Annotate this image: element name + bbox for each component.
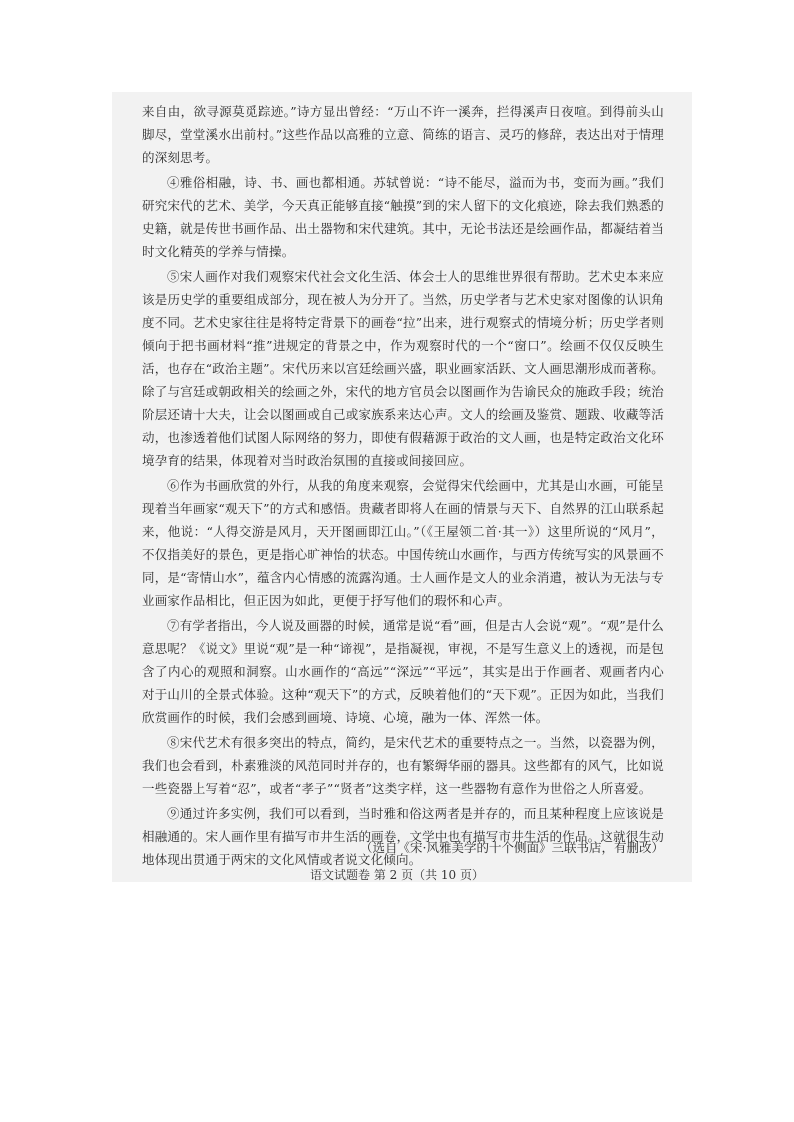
paragraph-8: ⑧宋代艺术有很多突出的特点，简约，是宋代艺术的重要特点之一。当然，以瓷器为例，我们也会看到，朴素雅淡的风范同时并存的，也有繁缛华丽的器具。这些都有的风气，比如说一些瓷器上写着“忍”，或者“孝子”“贤者”这类字样，这一些器物有意作为世俗之人所喜爱。 [142, 735, 664, 796]
paragraph-continuation: 来自由，欲寻源莫觅踪迹。”诗方显出曾经：“万山不许一溪奔，拦得溪声日夜喧。到得前头山脚尽，堂堂溪水出前村。”这些作品以高雅的立意、简练的语言、灵巧的修辞，表达出对于情理的深刻思考。 [142, 104, 664, 165]
article-body [142, 100, 664, 873]
paragraph-7: ⑦有学者指出，今人说及画器的时候，通常是说“看”画，但是古人会说“观”。“观”是什么意思呢？《说文》里说“观”是一种“谛视”，是指凝视，审视，不是写生意义上的透视，而是包含了内心的观照和洞察。山水画作的“高远”“深远”“平远”，其实是出于作画者、观画者内心对于山川的全景式体验。这种“观天下”的方式，反映着他们的“天下观”。正因为如此，当我们欣赏画作的时候，我们会感到画境、诗境、心境，融为一体、浑然一体。 [142, 618, 664, 725]
page-number: 语文试题卷 第 2 页（共 10 页） [310, 868, 484, 882]
paragraph-9: ⑨通过许多实例，我们可以看到，当时雅和俗这两者是并存的，而且某种程度上应该说是相融通的。宋人画作里有描写市井生活的画卷，文学中也有描写市井生活的作品。这就很生动地体现出贯通于两宋的文化风情或者说文化倾向。 [142, 806, 664, 867]
paragraph-5: ⑤宋人画作对我们观察宋代社会文化生活、体会士人的思维世界很有帮助。艺术史本来应该是历史学的重要组成部分，现在被人为分开了。当然，历史学者与艺术史家对图像的认识角度不同。艺术史家往往是将特定背景下的画卷“拉”出来，进行观察式的情境分析；历史学者则倾向于把书画材料“推”进规定的背景之中，作为观察时代的一个“窗口”。绘画不仅仅反映生活，也存在“政治主题”。宋代历来以宫廷绘画兴盛，职业画家活跃、文人画思潮形成而著称。除了与宫廷或朝政相关的绘画之外，宋代的地方官员会以图画作为告谕民众的施政手段；统治阶层还请十大夫，让会以图画或自己或家族系来达心声。文人的绘画及鉴赏、题跋、收藏等活动，也渗透着他们试图人际网络的努力，即使有假藉源于政治的文人画，也是特定政治文化环境孕育的结果，体现着对当时政治氛围的直接或间接回应。 [142, 269, 664, 468]
paragraph-4: ④雅俗相融，诗、书、画也都相通。苏轼曾说：“诗不能尽，溢而为书，变而为画。”我们研究宋代的艺术、美学，今天真正能够直接“触摸”到的宋人留下的文化痕迹，除去我们熟悉的史籍，就是传世书画作品、出土器物和宋代建筑。其中，无论书法还是绘画作品，都凝结着当时文化精英的学养与情操。 [142, 175, 664, 259]
source-citation: （选自《宋·风雅美学的十个侧面》三联书店，有删改） [360, 840, 664, 855]
paragraph-6: ⑥作为书画欣赏的外行，从我的角度来观察，会觉得宋代绘画中，尤其是山水画，可能呈现着当年画家“观天下”的方式和感悟。贵藏者即将人在画的情景与天下、自然界的江山联系起来，他说：“人得交游是风月，天开图画即江山。”（《王屋领二首·其一》）这里所说的“风月”，不仅指美好的景色，更是指心旷神怡的状态。中国传统山水画作，与西方传统写实的风景画不同，是“寄情山水”，蕴含内心情感的流露沟通。士人画作是文人的业余消遣，被认为无法与专业画家作品相比，但正因为如此，更便于抒写他们的瑕怀和心声。 [142, 478, 664, 608]
